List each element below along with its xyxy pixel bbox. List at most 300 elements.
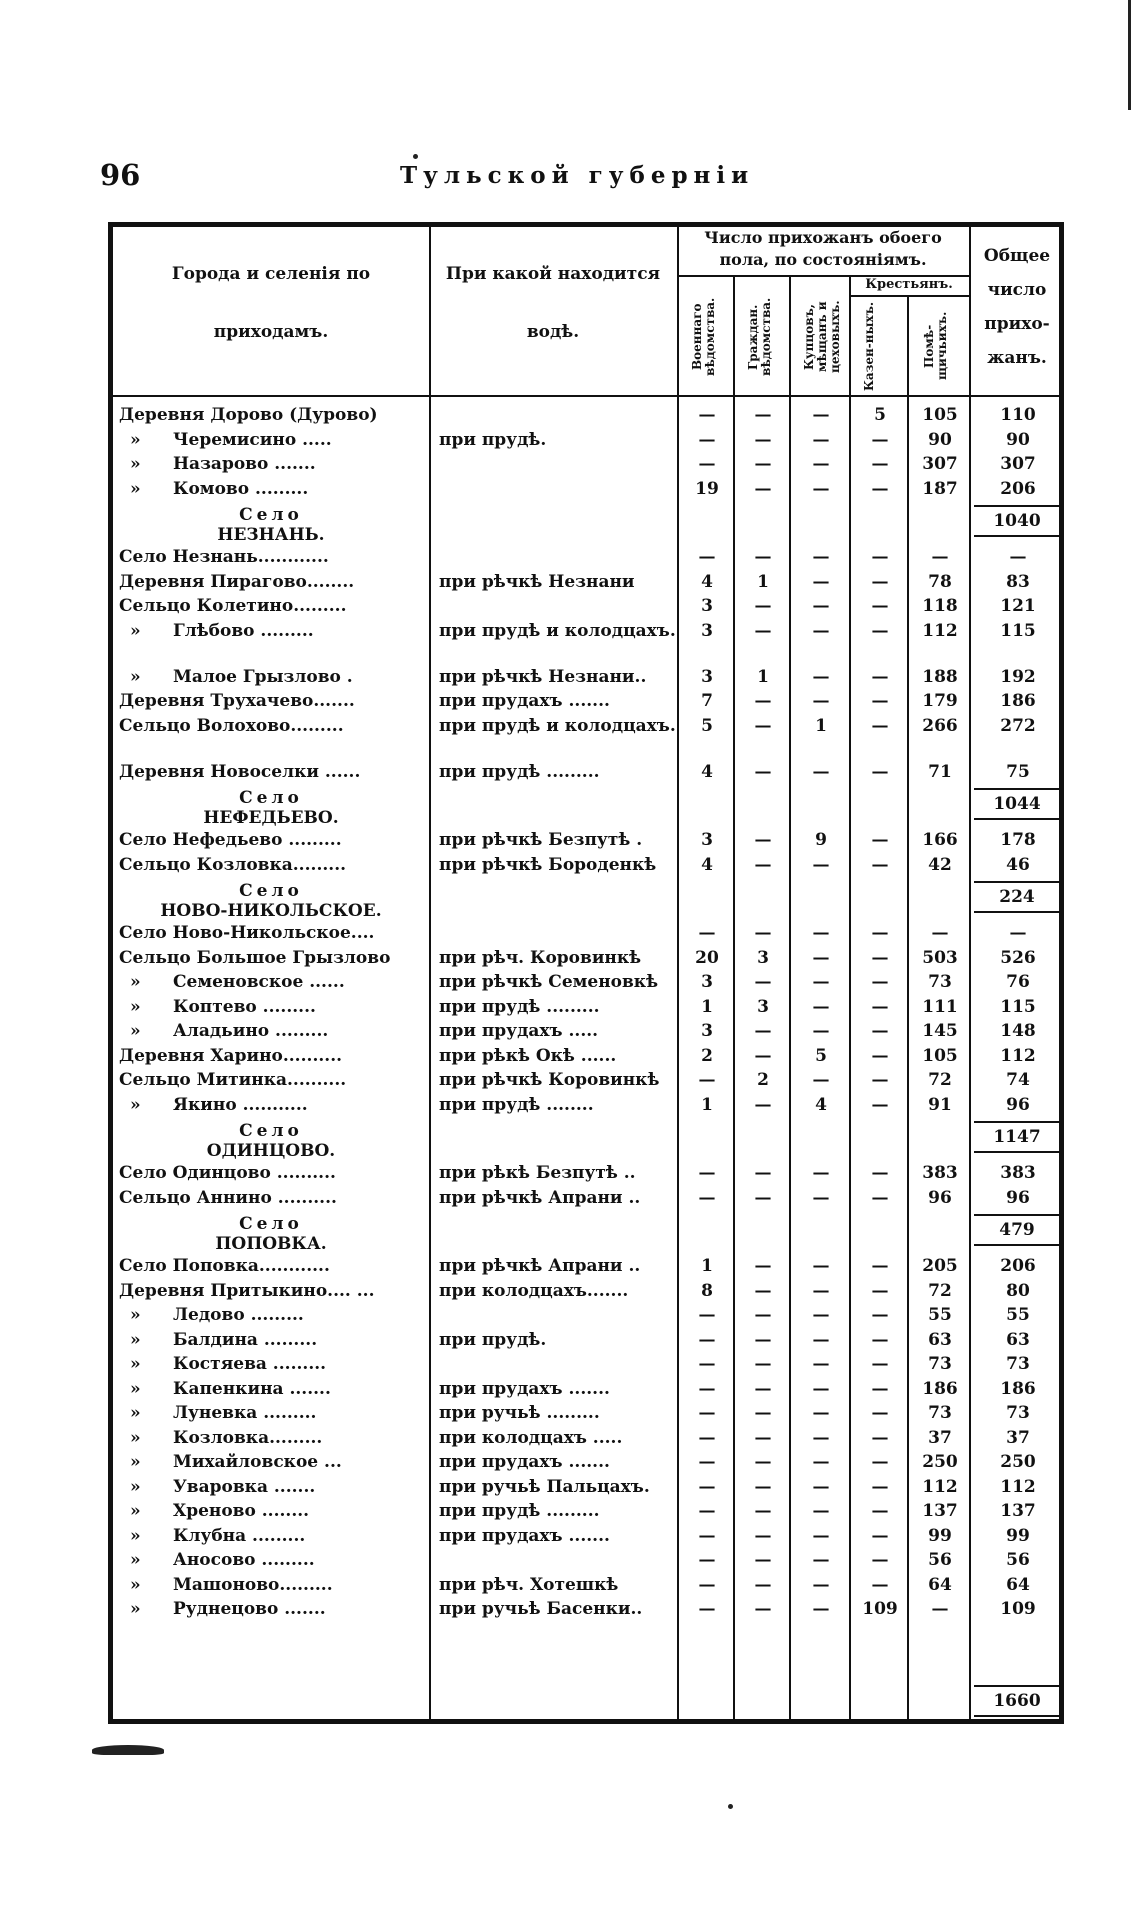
count-cell: 3 — [757, 996, 769, 1017]
count-cell: 56 — [928, 1550, 952, 1570]
count-cell: — — [871, 854, 889, 875]
water-source: при рѣкѣ Безпутѣ .. — [439, 1163, 636, 1183]
settlement-name: Село Нефедьево ......... — [119, 830, 342, 850]
count-cell: — — [698, 923, 716, 943]
count-cell: — — [754, 1550, 772, 1570]
water-source: при рѣкѣ Окѣ ...... — [439, 1045, 617, 1066]
count-cell: — — [812, 947, 830, 968]
settlement-name: Сельцо Козловка......... — [119, 854, 347, 875]
page-title: Тульской губернiи — [400, 162, 755, 189]
count-cell: 56 — [1006, 1550, 1030, 1570]
count-cell: — — [698, 1070, 716, 1090]
count-cell: — — [812, 1574, 830, 1595]
count-cell: — — [754, 1094, 772, 1115]
count-cell: — — [871, 1280, 889, 1301]
count-cell: — — [698, 547, 716, 567]
ditto-mark: » — [130, 478, 141, 499]
count-cell: — — [754, 761, 772, 782]
ditto-mark: » — [130, 1427, 141, 1448]
settlement-name: Луневка ......... — [173, 1403, 317, 1423]
count-cell: — — [871, 596, 889, 616]
count-cell: — — [871, 1305, 889, 1325]
header-settlements: Города и селенiя по приходамъ. — [171, 264, 371, 342]
water-source: при рѣчкѣ Апрани .. — [439, 1187, 641, 1208]
count-cell: — — [871, 1070, 889, 1090]
count-cell: 78 — [928, 571, 952, 592]
count-cell: — — [871, 761, 889, 782]
count-cell: 179 — [922, 691, 958, 711]
settlement-name: Аносово ......... — [173, 1550, 315, 1570]
count-cell: — — [812, 1427, 830, 1448]
section-title: НОВО-НИКОЛЬСКОЕ. — [160, 901, 382, 921]
count-cell: 3 — [701, 666, 713, 687]
count-cell: — — [871, 1378, 889, 1399]
count-cell: — — [698, 1574, 716, 1595]
water-source: при прудѣ ........ — [439, 1094, 594, 1115]
count-cell: 3 — [701, 830, 713, 850]
count-cell: 112 — [1000, 1476, 1036, 1497]
count-cell: 115 — [1000, 620, 1036, 641]
count-cell: — — [812, 1476, 830, 1497]
header-state-peasants: Казен-ныхъ. — [862, 301, 876, 391]
ditto-mark: » — [130, 996, 141, 1017]
count-cell: 503 — [922, 947, 958, 968]
count-cell: — — [871, 715, 889, 736]
count-cell: 112 — [922, 620, 958, 641]
count-cell: 272 — [1000, 715, 1036, 736]
count-cell: — — [871, 1476, 889, 1497]
count-cell: 73 — [928, 1403, 952, 1423]
count-cell: — — [754, 1574, 772, 1595]
count-cell: 383 — [1000, 1163, 1036, 1183]
settlement-name: Руднецово ....... — [173, 1599, 326, 1619]
count-cell: 3 — [701, 620, 713, 641]
settlement-name: Деревня Новоселки ...... — [119, 761, 361, 782]
settlement-name: Сельцо Колетино......... — [119, 596, 347, 616]
section-label: Село — [239, 788, 303, 808]
ditto-mark: » — [130, 972, 141, 992]
col-rule — [677, 227, 679, 1719]
count-cell: — — [754, 1163, 772, 1183]
ditto-mark: » — [130, 1329, 141, 1350]
count-cell: — — [871, 1403, 889, 1423]
count-cell: 1 — [701, 996, 713, 1017]
count-cell: — — [698, 1378, 716, 1399]
count-cell: 266 — [922, 715, 958, 736]
count-cell: — — [871, 972, 889, 992]
settlement-name: Сельцо Большое Грызлово — [119, 947, 391, 968]
count-cell: 63 — [928, 1329, 952, 1350]
count-cell: — — [812, 1378, 830, 1399]
header-civil: Граждан. вѣдомства. — [746, 297, 773, 377]
count-cell: — — [871, 1354, 889, 1374]
section-heading — [113, 1214, 429, 1254]
count-cell: 91 — [928, 1094, 952, 1115]
count-cell: — — [698, 405, 716, 425]
section-title: НЕФЕДЬЕВО. — [203, 808, 339, 828]
count-cell: — — [754, 691, 772, 711]
settlement-name: Семеновское ...... — [173, 972, 345, 992]
count-cell: 205 — [922, 1256, 958, 1276]
section-heading — [113, 881, 429, 921]
count-cell: — — [871, 1329, 889, 1350]
count-cell: 148 — [1000, 1021, 1036, 1041]
count-cell: 5 — [815, 1045, 827, 1066]
water-source: при прудахъ ....... — [439, 691, 610, 711]
count-cell: 96 — [928, 1187, 952, 1208]
count-cell: 250 — [1000, 1452, 1036, 1472]
col-rule — [733, 275, 735, 1719]
count-cell: — — [871, 1021, 889, 1041]
count-cell: — — [812, 405, 830, 425]
count-cell: — — [698, 454, 716, 474]
settlement-name: Сельцо Аннино .......... — [119, 1187, 337, 1208]
parish-table — [108, 222, 1064, 1724]
count-cell: 71 — [928, 761, 952, 782]
count-cell: 137 — [922, 1501, 958, 1521]
water-source: при ручьѣ Пальцахъ. — [439, 1476, 650, 1497]
count-cell: 42 — [928, 854, 952, 875]
count-cell: — — [871, 547, 889, 567]
settlement-name: Деревня Дорово (Дурово) — [119, 405, 378, 425]
settlement-name: Михайловское ... — [173, 1452, 342, 1472]
count-cell: — — [871, 1525, 889, 1546]
count-cell: 145 — [922, 1021, 958, 1041]
count-cell: 178 — [1000, 830, 1036, 850]
count-cell: — — [812, 1525, 830, 1546]
settlement-name: Хреново ........ — [173, 1501, 310, 1521]
water-source: при прудахъ ..... — [439, 1021, 599, 1041]
count-cell: 99 — [1006, 1525, 1030, 1546]
count-cell: — — [754, 1378, 772, 1399]
count-cell: 187 — [922, 478, 958, 499]
count-cell: — — [698, 1163, 716, 1183]
count-cell: — — [812, 761, 830, 782]
section-total: 224 — [974, 881, 1060, 913]
count-cell: — — [812, 1452, 830, 1472]
settlement-name: Назарово ....... — [173, 454, 316, 474]
count-cell: — — [871, 1452, 889, 1472]
count-cell: 110 — [1000, 405, 1036, 425]
count-cell: — — [812, 691, 830, 711]
count-cell: — — [931, 923, 949, 943]
count-cell: 64 — [1006, 1574, 1030, 1595]
section-total: 1044 — [974, 788, 1060, 820]
settlement-name: Село Ново-Никольское.... — [119, 923, 375, 943]
count-cell: 19 — [695, 478, 719, 499]
count-cell: 4 — [815, 1094, 827, 1115]
header-peasants: Крестьянъ. — [865, 277, 953, 292]
count-cell: — — [871, 691, 889, 711]
section-label: Село — [239, 1214, 303, 1234]
count-cell: — — [698, 1501, 716, 1521]
count-cell: — — [812, 1187, 830, 1208]
ditto-mark: » — [130, 1305, 141, 1325]
header-bottom-rule — [113, 395, 1059, 397]
settlement-name: Козловка......... — [173, 1427, 323, 1448]
settlement-name: Балдина ......... — [173, 1329, 318, 1350]
count-cell: 73 — [928, 1354, 952, 1374]
section-heading — [113, 788, 429, 828]
count-cell: — — [698, 429, 716, 450]
section-title: ПОПОВКА. — [215, 1234, 327, 1254]
settlement-name: Деревня Притыкино.... ... — [119, 1280, 375, 1301]
ditto-mark: » — [130, 1599, 141, 1619]
ditto-mark: » — [130, 1525, 141, 1546]
count-cell: — — [698, 1550, 716, 1570]
count-cell: — — [812, 923, 830, 943]
count-cell: 192 — [1000, 666, 1036, 687]
count-cell: 7 — [701, 691, 713, 711]
settlement-name: Ледово ......... — [173, 1305, 304, 1325]
speck — [728, 1804, 733, 1809]
count-cell: — — [871, 1574, 889, 1595]
settlement-name: Село Незнань............ — [119, 547, 329, 567]
count-cell: — — [812, 1501, 830, 1521]
page-edge-line — [1128, 0, 1131, 110]
water-source: при рѣч. Хотешкѣ — [439, 1574, 619, 1595]
section-title: НЕЗНАНЬ. — [217, 525, 325, 545]
count-cell: — — [754, 1256, 772, 1276]
count-cell: — — [871, 429, 889, 450]
settlement-name: Сельцо Волохово......... — [119, 715, 344, 736]
count-cell: 9 — [815, 830, 827, 850]
count-cell: — — [754, 1403, 772, 1423]
ditto-mark: » — [130, 1021, 141, 1041]
count-cell: — — [1009, 547, 1027, 567]
count-cell: — — [698, 1427, 716, 1448]
count-cell: 105 — [922, 405, 958, 425]
count-cell: — — [698, 1305, 716, 1325]
count-cell: — — [812, 1550, 830, 1570]
settlement-name: Клубна ......... — [173, 1525, 306, 1546]
count-cell: 90 — [1006, 429, 1030, 450]
ditto-mark: » — [130, 1403, 141, 1423]
count-cell: — — [812, 454, 830, 474]
count-cell: — — [754, 923, 772, 943]
section-heading — [113, 505, 429, 545]
ditto-mark: » — [130, 1452, 141, 1472]
water-source: при рѣчкѣ Коровинкѣ — [439, 1070, 660, 1090]
count-cell: — — [754, 1045, 772, 1066]
ditto-mark: » — [130, 429, 141, 450]
water-source: при ручьѣ Басенки.. — [439, 1599, 643, 1619]
ditto-mark: » — [130, 1501, 141, 1521]
count-cell: — — [871, 1550, 889, 1570]
header-total: Общее число прихо- жанъ. — [983, 246, 1051, 368]
count-cell: — — [754, 972, 772, 992]
count-cell: — — [754, 478, 772, 499]
header-landowner-peasants: Помѣ-щичьихъ. — [922, 311, 949, 381]
count-cell: — — [871, 1501, 889, 1521]
count-cell: — — [754, 1354, 772, 1374]
count-cell: — — [698, 1329, 716, 1350]
count-cell: — — [754, 596, 772, 616]
count-cell: 111 — [922, 996, 958, 1017]
count-cell: — — [871, 571, 889, 592]
count-cell: 250 — [922, 1452, 958, 1472]
count-cell: — — [698, 1187, 716, 1208]
count-cell: — — [754, 854, 772, 875]
count-cell: 2 — [701, 1045, 713, 1066]
settlement-name: Комово ......... — [173, 478, 309, 499]
ditto-mark: » — [130, 620, 141, 641]
count-cell: — — [1009, 923, 1027, 943]
count-cell: 8 — [701, 1280, 713, 1301]
count-cell: — — [812, 1021, 830, 1041]
count-cell: — — [812, 1329, 830, 1350]
header-merchants: Купцовъ, мѣщанъ и цеховыхъ. — [802, 300, 842, 374]
settlement-name: Деревня Пирагово........ — [119, 571, 355, 592]
count-cell: — — [754, 830, 772, 850]
settlement-name: Деревня Харино.......... — [119, 1045, 343, 1066]
water-source: при прудѣ и колодцахъ. — [439, 620, 676, 641]
count-cell: — — [871, 1045, 889, 1066]
count-cell: — — [754, 1280, 772, 1301]
settlement-name: Сельцо Митинка.......... — [119, 1070, 347, 1090]
page-number: 96 — [100, 158, 141, 192]
section-heading — [113, 1121, 429, 1161]
water-source: при колодцахъ ..... — [439, 1427, 623, 1448]
count-cell: 112 — [922, 1476, 958, 1497]
count-cell: 188 — [922, 666, 958, 687]
count-cell: 3 — [701, 1021, 713, 1041]
count-cell: — — [871, 478, 889, 499]
count-cell: — — [754, 405, 772, 425]
water-source: при прудѣ ......... — [439, 1501, 600, 1521]
count-cell: — — [871, 947, 889, 968]
count-cell: 307 — [922, 454, 958, 474]
water-source: при прудахъ ....... — [439, 1378, 610, 1399]
count-cell: — — [871, 666, 889, 687]
count-cell: — — [931, 1599, 949, 1619]
header-military: Военнаго вѣдомства. — [690, 297, 717, 377]
settlement-name: Глѣбово ......... — [173, 620, 314, 641]
section-total: 1040 — [974, 505, 1060, 537]
count-cell: — — [871, 620, 889, 641]
water-source: при прудѣ и колодцахъ. — [439, 715, 676, 736]
count-cell: — — [871, 830, 889, 850]
count-cell: — — [812, 1280, 830, 1301]
count-cell: — — [812, 666, 830, 687]
settlement-name: Село Поповка............ — [119, 1256, 330, 1276]
ditto-mark: » — [130, 1354, 141, 1374]
count-cell: 3 — [701, 596, 713, 616]
count-cell: — — [812, 996, 830, 1017]
water-source: при прудахъ ....... — [439, 1452, 610, 1472]
settlement-name: Малое Грызлово . — [173, 666, 353, 687]
speck — [413, 154, 418, 159]
count-cell: 109 — [862, 1599, 898, 1619]
section-label: Село — [239, 881, 303, 901]
count-cell: 63 — [1006, 1329, 1030, 1350]
count-cell: — — [698, 1599, 716, 1619]
count-cell: — — [812, 547, 830, 567]
count-cell: — — [698, 1403, 716, 1423]
count-cell: 74 — [1006, 1070, 1030, 1090]
section-label: Село — [239, 505, 303, 525]
count-cell: 112 — [1000, 1045, 1036, 1066]
count-cell: 46 — [1006, 854, 1030, 875]
count-cell: 37 — [1006, 1427, 1030, 1448]
col-rule — [969, 227, 971, 1719]
water-source: при рѣчкѣ Семеновкѣ — [439, 972, 659, 992]
section-total: 1147 — [974, 1121, 1060, 1153]
water-source: при рѣчкѣ Незнани.. — [439, 666, 647, 687]
count-cell: 5 — [701, 715, 713, 736]
count-cell: 96 — [1006, 1187, 1030, 1208]
col-rule — [789, 275, 791, 1719]
count-cell: 4 — [701, 854, 713, 875]
count-cell: — — [812, 1403, 830, 1423]
count-cell: 115 — [1000, 996, 1036, 1017]
settlement-name: Черемисино ..... — [173, 429, 332, 450]
count-cell: 73 — [1006, 1354, 1030, 1374]
ditto-mark: » — [130, 1476, 141, 1497]
count-cell: — — [812, 1256, 830, 1276]
count-cell: — — [698, 1525, 716, 1546]
col-rule — [907, 295, 909, 1719]
count-cell: — — [754, 1525, 772, 1546]
count-cell: — — [871, 1427, 889, 1448]
count-cell: 121 — [1000, 596, 1036, 616]
ditto-mark: » — [130, 1574, 141, 1595]
count-cell: — — [812, 620, 830, 641]
count-cell: — — [754, 1021, 772, 1041]
count-cell: — — [812, 1070, 830, 1090]
water-source: при рѣчкѣ Безпутѣ . — [439, 830, 643, 850]
count-cell: — — [754, 429, 772, 450]
count-cell: — — [812, 571, 830, 592]
settlement-name: Уваровка ....... — [173, 1476, 316, 1497]
ditto-mark: » — [130, 1378, 141, 1399]
ditto-mark: » — [130, 1094, 141, 1115]
settlement-name: Деревня Трухачево....... — [119, 691, 355, 711]
header-parishioners: Число прихожанъ обоего пола, по состоянiямъ. — [704, 228, 942, 269]
count-cell: 526 — [1000, 947, 1036, 968]
ditto-mark: » — [130, 454, 141, 474]
count-cell: — — [754, 1476, 772, 1497]
count-cell: 20 — [695, 947, 719, 968]
water-source: при прудахъ ....... — [439, 1525, 610, 1546]
section-title: ОДИНЦОВО. — [206, 1141, 336, 1161]
count-cell: 4 — [701, 571, 713, 592]
count-cell: — — [812, 854, 830, 875]
count-cell: — — [812, 596, 830, 616]
count-cell: 109 — [1000, 1599, 1036, 1619]
count-cell: — — [871, 1187, 889, 1208]
section-total: 479 — [974, 1214, 1060, 1246]
count-cell: — — [812, 972, 830, 992]
settlement-name: Село Одинцово .......... — [119, 1163, 336, 1183]
count-cell: — — [754, 547, 772, 567]
count-cell: 1 — [757, 666, 769, 687]
water-source: при прудѣ. — [439, 429, 547, 450]
count-cell: 1 — [757, 571, 769, 592]
count-cell: 99 — [928, 1525, 952, 1546]
count-cell: — — [754, 1452, 772, 1472]
count-cell: 55 — [1006, 1305, 1030, 1325]
water-source: при рѣчкѣ Апрани .. — [439, 1256, 641, 1276]
water-source: при рѣч. Коровинкѣ — [439, 947, 642, 968]
ditto-mark: » — [130, 1550, 141, 1570]
count-cell: 206 — [1000, 1256, 1036, 1276]
count-cell: 80 — [1006, 1280, 1030, 1301]
count-cell: — — [754, 1427, 772, 1448]
settlement-name: Аладьино ......... — [173, 1021, 329, 1041]
count-cell: 383 — [922, 1163, 958, 1183]
count-cell: 166 — [922, 830, 958, 850]
